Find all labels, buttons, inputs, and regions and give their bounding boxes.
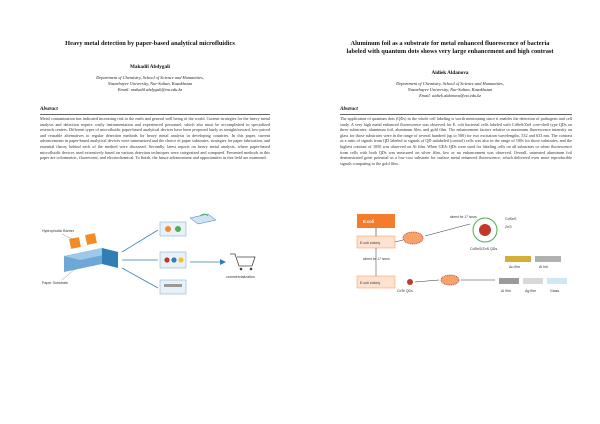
label-stirred: stirred for 17 hours	[450, 215, 477, 219]
label-cdte: CdTe QDs	[397, 289, 413, 293]
al-foil-substrate	[535, 256, 561, 262]
label-al-foil: Al foil	[539, 265, 548, 269]
callout-line	[62, 234, 74, 240]
right-paper	[300, 0, 600, 424]
paper-title-line: Aluminum foil as a substrate for metal enhanced fluorescence of bacteria	[350, 40, 550, 47]
cart-icon	[230, 254, 255, 270]
device-spot	[165, 226, 171, 232]
label-stirred: stirred for 17 hours	[363, 257, 390, 261]
device-sketch	[190, 214, 216, 224]
flow-arrow	[122, 230, 158, 252]
device-electrode	[164, 284, 182, 287]
abstract-text: Metal contamination has indicated increasing risk to the earth and general well being of the world. Current strategies for the heavy metal analysis and detection require costly instrumentation and experienced personnel, which also must be accomplished in specialized research centres. Different types of microfluidic paper-based analytical devices have been proposed lately as straightforward, low-priced and reusable alternatives to regular detection methods for heavy metal analysis in developing countries. In this paper, current advancements in paper-based analytical devices were summarized and the choice of paper substrates, strategies for paper fabrication, and essential theory behind each of the method were discussed. Secondly, latest reports on heavy metal analysis, where paper-based microfluidic devices used extensively based on various detection techniques were categorized and compared. Presented methods in this paper are colorimetric, fluorescent, and electrochemical. To finish, the future advancement and opportunities in this field are examined.	[40, 116, 271, 161]
abstract-text: The application of quantum dots (QDs) in the whole cell labeling is worth mentioning since it enables the detection of pathogens and cell study. A very high metal enhanced fluorescence was observed for E. coli bacterial cells labeled with CdSeS/ZnS core-shell type QDs on three substrates: aluminum foil, aluminum film, and gold film. The enhancement factors relative to maximum fluorescence intensity on glass for those substrates were in the range of several hundred (up to 500) for two excitation wavelengths, 532 and 633 nm. The contrast as a ratio of signals from QD labeled to signals of QD unlabeled (control) cells was also in the range of 100s for those substrates, and the highest contrast of 1050 was observed on Al film. When GE/b QDs were used for labeling cells on all substrates or when fluorescence from cells with both QDs was measured on silver film, low or no enhancement was observed. Overall, untreated aluminum foil demonstrated great potential as a low-cost substrate for surface metal enhanced fluorescence, which delivered even more reproducible signals comparing to the gold film.	[340, 116, 572, 166]
affiliation-line: Nazarbayev University, Nur-Sultan, Kazakhstan	[407, 87, 493, 92]
paper-title: Heavy metal detection by paper-based analytical microfluidics	[65, 40, 235, 47]
microfluidics-figure	[40, 210, 270, 300]
label-ecoli-colony: E.coli colony	[360, 241, 381, 245]
label-au-film: Au film	[509, 265, 520, 269]
au-film-substrate	[505, 256, 531, 262]
hydrophobic-barrier	[69, 237, 81, 249]
label-cdses: CdSeS	[505, 217, 517, 221]
affiliation-line: Department of Chemistry, School of Science and Humanities,	[96, 75, 204, 80]
affiliation-line: Nazarbayev University, Nur-Sultan, Kazakhstan	[107, 81, 193, 86]
label-barrier: Hydrophobic Barrier	[42, 229, 74, 233]
divider	[40, 114, 270, 115]
label-qds: CdSeS/ZnS QDs	[470, 247, 498, 251]
hydrophobic-barrier	[85, 233, 97, 245]
label-ecoli-colony: E.coli colony	[360, 281, 381, 285]
flow-arrow	[395, 240, 403, 242]
label-substrate: Paper Substrate	[42, 281, 68, 285]
author-name: Aidiek Aldanova	[431, 70, 469, 76]
flow-arrow	[122, 268, 158, 288]
device-top	[160, 222, 186, 236]
bacterium-cell	[441, 275, 459, 285]
device-spot	[178, 257, 183, 262]
label-zns: ZnS	[505, 225, 512, 229]
glass-substrate	[547, 278, 567, 284]
label-al-film: Al film	[501, 289, 511, 293]
device-spot	[171, 257, 176, 262]
qd-dot	[407, 279, 413, 285]
bacterium-cell	[403, 232, 423, 244]
flow-arrow	[425, 224, 470, 236]
device-spot	[175, 226, 181, 232]
divider	[340, 114, 572, 115]
flow-arrow	[415, 280, 439, 282]
abstract-heading: Abstract	[340, 106, 358, 112]
arrow-head	[220, 259, 226, 265]
paper-substrate-side	[102, 248, 118, 268]
email-line: Email: makadil.abdygali@nu.edu.kz	[117, 87, 183, 92]
abstract-heading: Abstract	[40, 106, 58, 112]
qd-labeling-figure	[355, 212, 570, 302]
paper-title-line: labeled with quantum dots shows very large enhancement and high contrast	[346, 48, 554, 55]
label-commercialization: commercialization	[226, 275, 255, 279]
author-name: Makadil Abdygali	[130, 64, 170, 70]
affiliation-line: Department of Chemistry, School of Science and Humanities,	[396, 81, 504, 86]
email-line: Email: aidiek.aldanova@nu.edu.kz	[419, 93, 481, 98]
label-ecoli: E.coli	[363, 219, 375, 224]
al-film-substrate	[499, 278, 519, 284]
device-spot	[164, 257, 169, 262]
label-glass: Glass	[550, 289, 560, 293]
ag-film-substrate	[523, 278, 543, 284]
qd-core	[479, 224, 491, 236]
label-ag-film: Ag film	[525, 289, 536, 293]
